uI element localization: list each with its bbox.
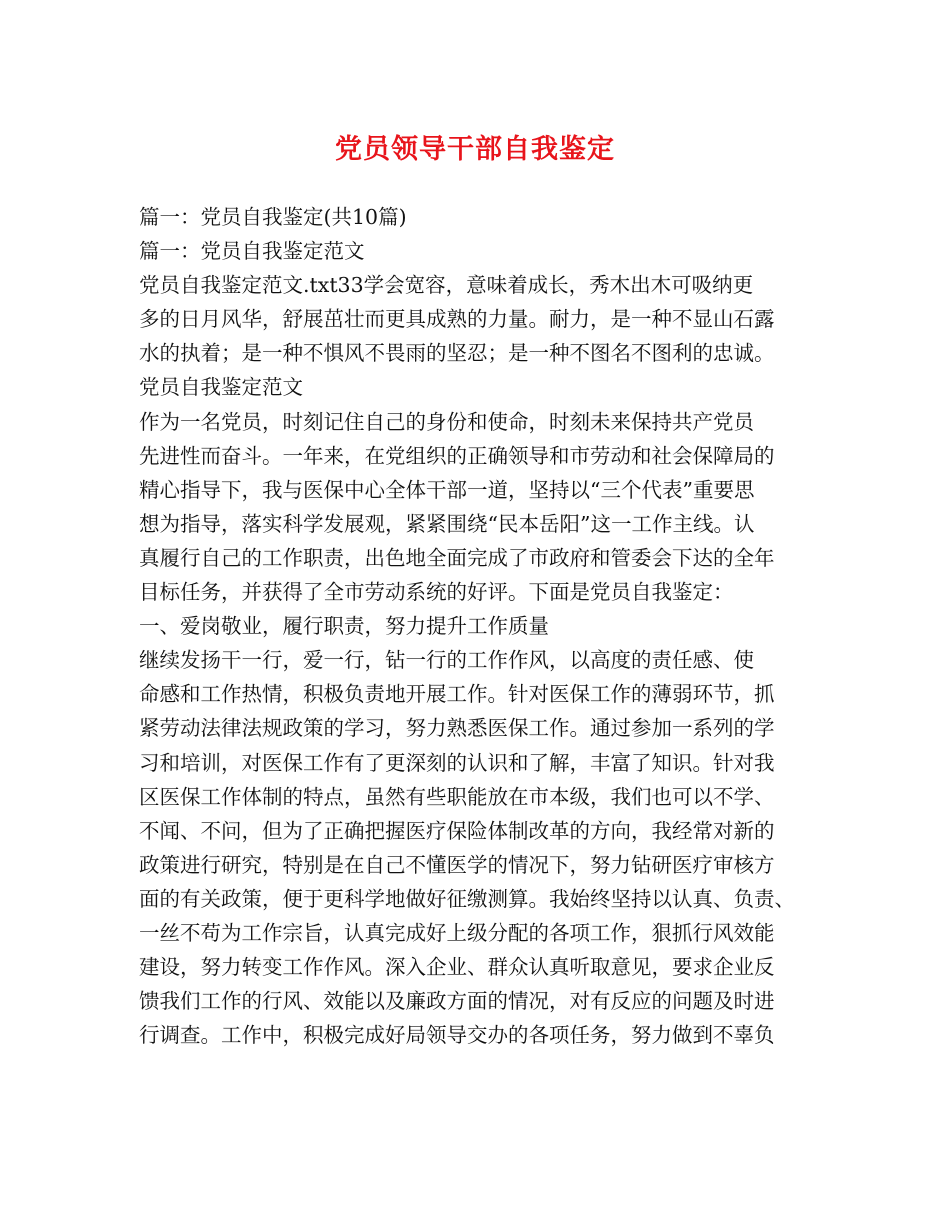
text-line: 目标任务，并获得了全市劳动系统的好评。下面是党员自我鉴定： [139, 580, 734, 605]
text-line: 多的日月风华，舒展茁壮而更具成熟的力量。耐力，是一种不显山石露 [139, 307, 775, 332]
text-line: 习和培训，对医保工作有了更深刻的认识和了解，丰富了知识。针对我 [139, 750, 775, 775]
text-line: 一丝不苟为工作宗旨，认真完成好上级分配的各项工作，狠抓行风效能 [139, 920, 775, 945]
text-line: 区医保工作体制的特点，虽然有些职能放在市本级，我们也可以不学、 [139, 784, 775, 809]
text-line: 先进性而奋斗。一年来，在党组织的正确领导和市劳动和社会保障局的 [139, 443, 775, 468]
text-line: 不闻、不问，但为了正确把握医疗保险体制改革的方向，我经常对新的 [139, 818, 775, 843]
text-line: 命感和工作热情，积极负责地开展工作。针对医保工作的薄弱环节，抓 [139, 682, 775, 707]
document-title: 党员领导干部自我鉴定 [335, 134, 615, 165]
text-line: 建设，努力转变工作作风。深入企业、群众认真听取意见，要求企业反 [139, 955, 775, 980]
text-line: 篇一：党员自我鉴定范文 [139, 239, 365, 264]
text-line: 党员自我鉴定范文.txt33学会宽容，意味着成长，秀木出木可吸纳更 [139, 273, 754, 298]
text-line: 政策进行研究，特别是在自己不懂医学的情况下，努力钻研医疗审核方 [139, 852, 775, 877]
text-line: 一、爱岗敬业，履行职责，努力提升工作质量 [139, 614, 549, 639]
text-line: 紧劳动法律法规政策的学习，努力熟悉医保工作。通过参加一系列的学 [139, 716, 775, 741]
text-line: 党员自我鉴定范文 [139, 375, 303, 400]
document-body [139, 200, 829, 1052]
text-line: 真履行自己的工作职责，出色地全面完成了市政府和管委会下达的全年 [139, 545, 775, 570]
text-line: 作为一名党员，时刻记住自己的身份和使命，时刻未来保持共产党员 [139, 409, 754, 434]
text-line: 篇一：党员自我鉴定(共10篇) [139, 205, 407, 229]
text-line: 行调查。工作中，积极完成好局领导交办的各项任务，努力做到不辜负 [139, 1023, 775, 1048]
text-line: 水的执着；是一种不惧风不畏雨的坚忍；是一种不图名不图利的忠诚。 [139, 341, 775, 366]
text-line: 馈我们工作的行风、效能以及廉政方面的情况，对有反应的问题及时进 [139, 989, 775, 1014]
text-line: 继续发扬干一行，爱一行，钻一行的工作作风，以高度的责任感、使 [139, 648, 754, 673]
text-line: 面的有关政策，便于更科学地做好征缴测算。我始终坚持以认真、负责、 [139, 886, 795, 911]
text-line: 想为指导，落实科学发展观，紧紧围绕“民本岳阳”这一工作主线。认 [139, 511, 755, 536]
text-line: 精心指导下，我与医保中心全体干部一道，坚持以“三个代表”重要思 [139, 477, 755, 502]
